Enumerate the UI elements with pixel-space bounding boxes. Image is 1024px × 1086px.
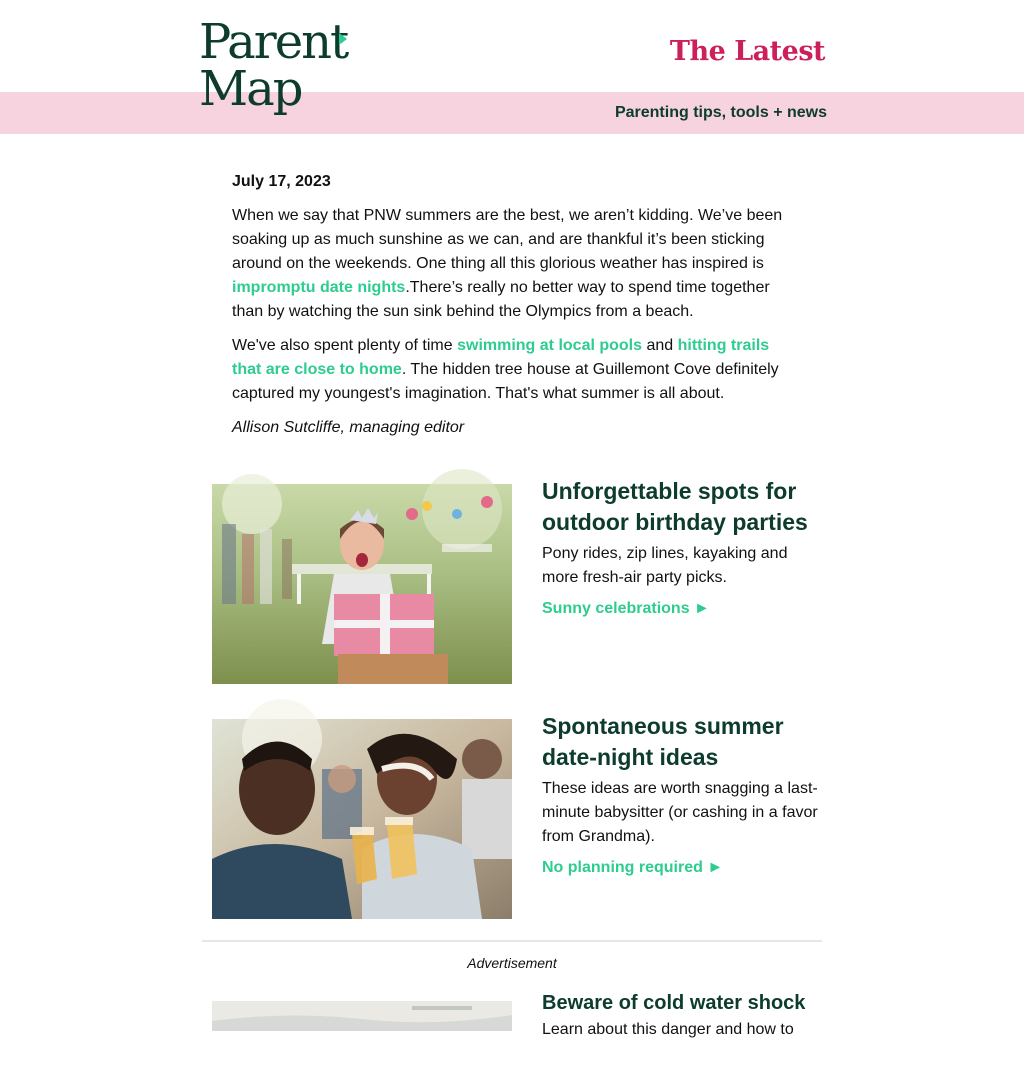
article-card bbox=[212, 986, 824, 1086]
header bbox=[0, 0, 1024, 92]
intro-p1-text-before: When we say that PNW summers are the best, we aren’t kidding. We’ve been soaking up as much sunshine as we can, and are thankful it’s been sticking around on the weekends. One thing all this glorious weather has inspired is bbox=[232, 207, 783, 272]
article-title[interactable]: Spontaneous summer date-night ideas bbox=[542, 713, 784, 770]
intro-p2-text-mid: and bbox=[642, 337, 678, 354]
date-night-photo bbox=[212, 719, 512, 919]
intro-p2-text-before: We've also spent plenty of time bbox=[232, 337, 458, 354]
article-title[interactable]: Beware of cold water shock bbox=[542, 992, 806, 1014]
parentmap-logo[interactable] bbox=[199, 14, 359, 122]
intro-paragraph-1 bbox=[232, 204, 794, 324]
issue-date: July 17, 2023 bbox=[232, 173, 331, 190]
article-cta-link[interactable]: No planning required ► bbox=[542, 859, 724, 876]
article-card bbox=[212, 476, 824, 686]
section-divider bbox=[202, 940, 822, 942]
article-text bbox=[542, 711, 824, 877]
intro-section bbox=[232, 170, 794, 450]
link-swimming-local-pools[interactable]: swimming at local pools bbox=[457, 337, 643, 354]
article-image-birthday-party[interactable] bbox=[212, 484, 512, 684]
article-image-cold-water[interactable] bbox=[212, 1001, 512, 1031]
article-text bbox=[542, 986, 824, 1052]
section-title: The Latest bbox=[669, 36, 825, 67]
logo-text-parent: Parent bbox=[199, 14, 348, 70]
article-text bbox=[542, 476, 824, 618]
logo-play-triangle-icon bbox=[339, 33, 347, 45]
editor-signature: Allison Sutcliffe, managing editor bbox=[232, 419, 465, 436]
intro-p1-text-after: .There’s really no better way to spend time together than by watching the sun sink behind the Olympics from a beach. bbox=[232, 279, 770, 320]
article-cta-link[interactable]: Sunny celebrations ► bbox=[542, 600, 710, 617]
tagline: Parenting tips, tools + news bbox=[614, 104, 827, 121]
link-hitting-trails[interactable]: hitting trails that are close to home bbox=[232, 337, 770, 378]
link-impromptu-date-nights[interactable]: impromptu date nights bbox=[232, 279, 406, 296]
article-description: These ideas are worth snagging a last-minute babysitter (or cashing in a favor from Grandma). bbox=[542, 780, 818, 845]
article-description: Pony rides, zip lines, kayaking and more fresh-air party picks. bbox=[542, 545, 788, 586]
intro-p2-text-after: . The hidden tree house at Guillemont Cove definitely captured my youngest's imagination. That's what summer is all about. bbox=[232, 361, 779, 402]
advertisement-label: Advertisement bbox=[467, 955, 557, 971]
intro-paragraph-2 bbox=[232, 334, 794, 406]
birthday-party-photo bbox=[212, 484, 512, 684]
article-title[interactable]: Unforgettable spots for outdoor birthday parties bbox=[542, 478, 808, 535]
cold-water-photo bbox=[212, 1001, 512, 1031]
article-image-date-night[interactable] bbox=[212, 719, 512, 919]
tagline-banner bbox=[0, 92, 1024, 134]
logo-text-map: Map bbox=[199, 61, 302, 117]
article-card bbox=[212, 711, 824, 921]
article-description: Learn about this danger and how to bbox=[542, 1021, 794, 1038]
